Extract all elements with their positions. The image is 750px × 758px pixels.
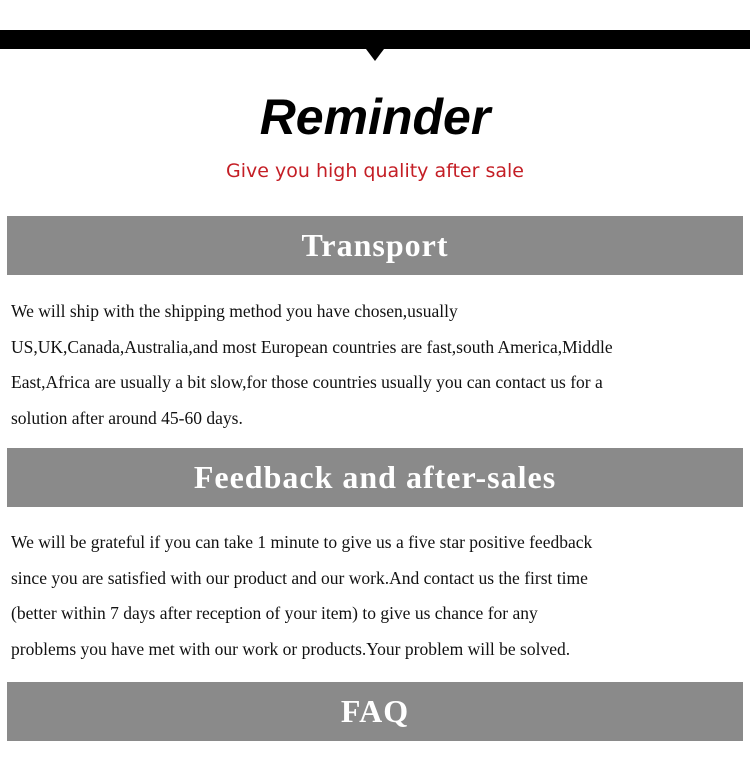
- section-heading-faq: FAQ: [7, 682, 743, 741]
- feedback-line: since you are satisfied with our product and our work.And contact us the first time: [11, 567, 588, 588]
- down-arrow-icon: [366, 49, 384, 61]
- feedback-line: problems you have met with our work or products.Your problem will be solved.: [11, 638, 571, 659]
- transport-line: US,UK,Canada,Australia,and most European countries are fast,south America,Middle: [11, 336, 613, 357]
- section-heading-feedback: Feedback and after-sales: [7, 448, 743, 507]
- page-subtitle: Give you high quality after sale: [226, 160, 524, 182]
- feedback-line: We will be grateful if you can take 1 minute to give us a five star positive feedback: [11, 532, 593, 552]
- page-title: Reminder: [259, 89, 491, 145]
- feedback-paragraph: [11, 525, 746, 667]
- transport-line: East,Africa are usually a bit slow,for those countries usually you can contact us for a: [11, 372, 603, 392]
- transport-line: We will ship with the shipping method you have chosen,usually: [11, 301, 458, 321]
- top-divider-bar: [0, 30, 750, 49]
- transport-paragraph: [11, 294, 746, 436]
- transport-line: solution after around 45-60 days.: [11, 407, 243, 428]
- section-heading-transport: Transport: [7, 216, 743, 275]
- feedback-line: (better within 7 days after reception of your item) to give us chance for any: [11, 603, 538, 623]
